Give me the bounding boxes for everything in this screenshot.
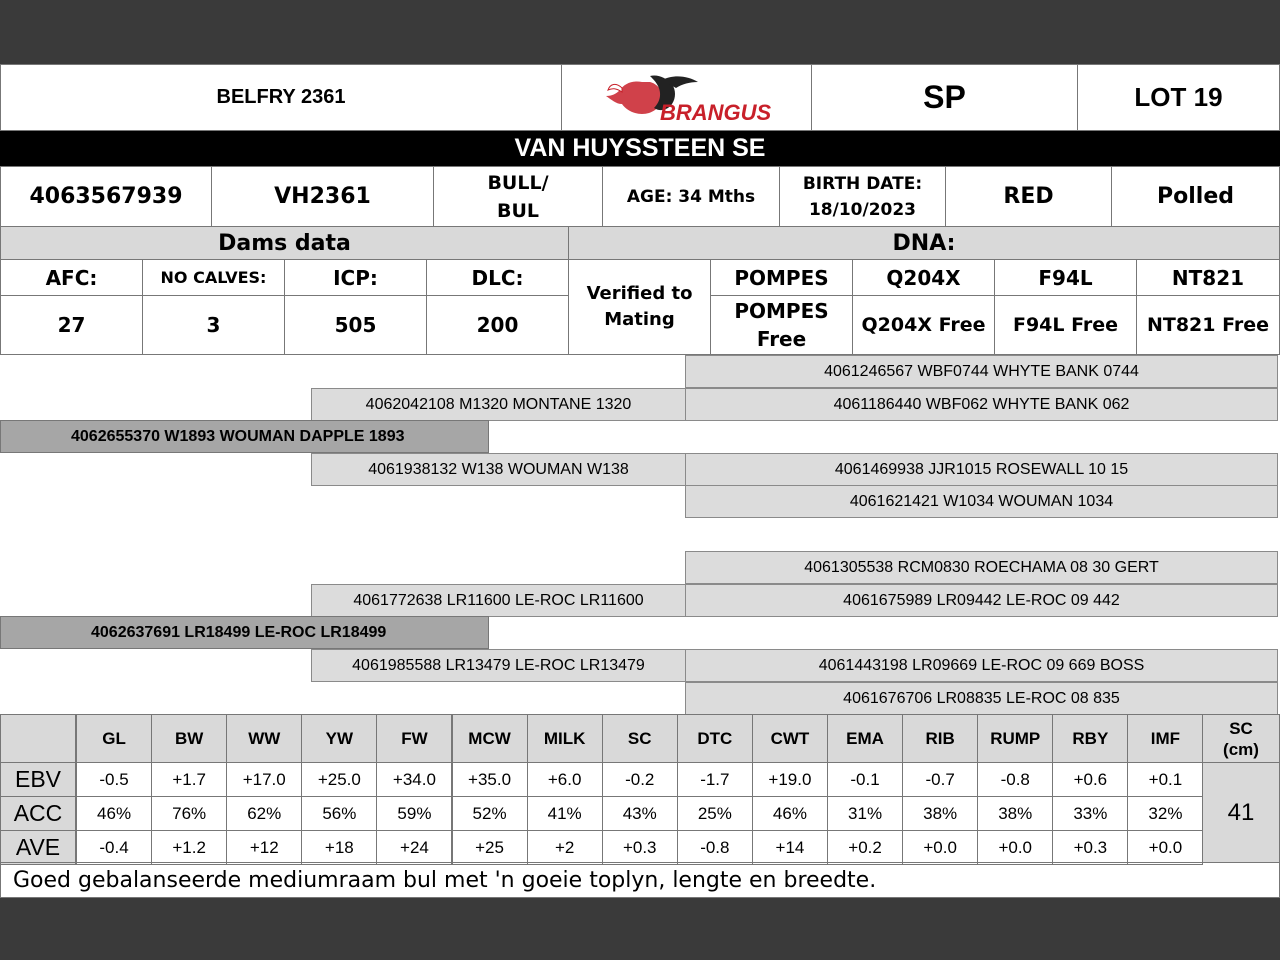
ebv-row-label-ave: AVE bbox=[0, 830, 76, 865]
ebv-cell-acc-yw: 56% bbox=[301, 796, 377, 831]
birth-date-label: BIRTH DATE: bbox=[802, 173, 923, 194]
ebv-cell-acc-rib: 38% bbox=[902, 796, 978, 831]
ebv-cell-acc-milk: 41% bbox=[527, 796, 603, 831]
animal-tag: VH2361 bbox=[211, 166, 434, 227]
ebv-cell-ebv-rby: +0.6 bbox=[1052, 762, 1128, 797]
breeder-name: VAN HUYSSTEEN SE bbox=[0, 131, 1280, 166]
pedigree-ddd: 4061676706 LR08835 LE-ROC 08 835 bbox=[685, 682, 1278, 715]
ebv-cell-ebv-mcw: +35.0 bbox=[452, 762, 528, 797]
pedigree-sire: 4062655370 W1893 WOUMAN DAPPLE 1893 bbox=[0, 420, 489, 453]
ebv-cell-ebv-cwt: +19.0 bbox=[752, 762, 828, 797]
brangus-logo bbox=[561, 64, 812, 131]
ebv-header-dtc: DTC bbox=[677, 714, 753, 763]
pedigree-ssd: 4061186440 WBF062 WHYTE BANK 062 bbox=[685, 388, 1278, 421]
ebv-header-sc: SC bbox=[602, 714, 678, 763]
ebv-cell-ebv-sc: -0.2 bbox=[602, 762, 678, 797]
lot-sheet bbox=[0, 64, 1280, 898]
pedigree-sds: 4061469938 JJR1015 ROSEWALL 10 15 bbox=[685, 453, 1278, 486]
ebv-cell-ave-cwt: +14 bbox=[752, 830, 828, 865]
dlc-value: 200 bbox=[426, 295, 569, 355]
ebv-cell-ave-rby: +0.3 bbox=[1052, 830, 1128, 865]
ebv-cell-ebv-gl: -0.5 bbox=[76, 762, 152, 797]
ebv-cell-acc-ema: 31% bbox=[827, 796, 903, 831]
birth-date bbox=[779, 166, 946, 227]
pedigree-dss: 4061305538 RCM0830 ROECHAMA 08 30 GERT bbox=[685, 551, 1278, 584]
grade-label: SP bbox=[811, 64, 1078, 131]
ebv-cell-acc-dtc: 25% bbox=[677, 796, 753, 831]
ebv-cell-acc-mcw: 52% bbox=[452, 796, 528, 831]
ebv-corner bbox=[0, 714, 76, 763]
ebv-cell-ave-milk: +2 bbox=[527, 830, 603, 865]
sc-cm-value: 41 bbox=[1202, 762, 1280, 863]
ebv-cell-acc-cwt: 46% bbox=[752, 796, 828, 831]
pedigree-dam: 4062637691 LR18499 LE-ROC LR18499 bbox=[0, 616, 489, 649]
ebv-cell-ave-rib: +0.0 bbox=[902, 830, 978, 865]
comment-text: Goed gebalanseerde mediumraam bul met 'n goeie toplyn, lengte en breedte. bbox=[0, 862, 1280, 898]
dna-title: DNA: bbox=[568, 226, 1280, 260]
ebv-cell-ebv-dtc: -1.7 bbox=[677, 762, 753, 797]
ebv-header-yw: YW bbox=[301, 714, 377, 763]
ebv-cell-acc-rump: 38% bbox=[977, 796, 1053, 831]
animal-horn: Polled bbox=[1111, 166, 1280, 227]
dna-value-nt821: NT821 Free bbox=[1136, 295, 1280, 355]
dna-header-pompes: POMPES bbox=[710, 259, 853, 296]
animal-sex bbox=[433, 166, 603, 227]
ebv-cell-ave-ema: +0.2 bbox=[827, 830, 903, 865]
ebv-cell-ebv-imf: +0.1 bbox=[1127, 762, 1203, 797]
ebv-cell-ebv-yw: +25.0 bbox=[301, 762, 377, 797]
ebv-cell-ebv-bw: +1.7 bbox=[151, 762, 227, 797]
pedigree-dds: 4061443198 LR09669 LE-ROC 09 669 BOSS bbox=[685, 649, 1278, 682]
ebv-cell-ave-gl: -0.4 bbox=[76, 830, 152, 865]
ebv-cell-acc-ww: 62% bbox=[226, 796, 302, 831]
ebv-cell-acc-rby: 33% bbox=[1052, 796, 1128, 831]
bull-head-icon bbox=[602, 70, 772, 126]
birth-date-value: 18/10/2023 bbox=[808, 199, 917, 220]
ebv-cell-ave-sc: +0.3 bbox=[602, 830, 678, 865]
ebv-header-mcw: MCW bbox=[452, 714, 528, 763]
ebv-cell-ave-imf: +0.0 bbox=[1127, 830, 1203, 865]
ebv-cell-acc-gl: 46% bbox=[76, 796, 152, 831]
ebv-row-label-acc: ACC bbox=[0, 796, 76, 831]
dams-data-title: Dams data bbox=[0, 226, 569, 260]
animal-id: 4063567939 bbox=[0, 166, 212, 227]
pedigree-dsd: 4061675989 LR09442 LE-ROC 09 442 bbox=[685, 584, 1278, 617]
ebv-cell-ebv-rib: -0.7 bbox=[902, 762, 978, 797]
ebv-cell-ebv-ww: +17.0 bbox=[226, 762, 302, 797]
ebv-header-gl: GL bbox=[76, 714, 152, 763]
dna-value-q204x: Q204X Free bbox=[852, 295, 995, 355]
ebv-cell-ave-dtc: -0.8 bbox=[677, 830, 753, 865]
ebv-cell-acc-fw: 59% bbox=[376, 796, 452, 831]
ebv-header-ema: EMA bbox=[827, 714, 903, 763]
ebv-cell-ave-ww: +12 bbox=[226, 830, 302, 865]
ebv-cell-acc-bw: 76% bbox=[151, 796, 227, 831]
afc-header: AFC: bbox=[0, 259, 143, 296]
dna-header-q204x: Q204X bbox=[852, 259, 995, 296]
lot-number: LOT 19 bbox=[1077, 64, 1280, 131]
ebv-header-rby: RBY bbox=[1052, 714, 1128, 763]
sc-cm-header bbox=[1202, 714, 1280, 763]
ebv-cell-acc-imf: 32% bbox=[1127, 796, 1203, 831]
svg-text:BRANGUS: BRANGUS bbox=[659, 99, 771, 125]
dna-value-f94l: F94L Free bbox=[994, 295, 1137, 355]
dna-value-pompes: POMPES Free bbox=[710, 295, 853, 355]
ebv-cell-ebv-fw: +34.0 bbox=[376, 762, 452, 797]
ebv-cell-ave-mcw: +25 bbox=[452, 830, 528, 865]
pedigree-sire-dam: 4061938132 W138 WOUMAN W138 bbox=[311, 453, 686, 486]
ebv-header-cwt: CWT bbox=[752, 714, 828, 763]
verified-to-mating: Verified to Mating bbox=[568, 259, 711, 355]
icp-value: 505 bbox=[284, 295, 427, 355]
ebv-header-milk: MILK bbox=[527, 714, 603, 763]
ebv-header-rump: RUMP bbox=[977, 714, 1053, 763]
ebv-header-rib: RIB bbox=[902, 714, 978, 763]
dna-header-f94l: F94L bbox=[994, 259, 1137, 296]
ebv-cell-acc-sc: 43% bbox=[602, 796, 678, 831]
pedigree-sire-sire: 4062042108 M1320 MONTANE 1320 bbox=[311, 388, 686, 421]
dna-header-nt821: NT821 bbox=[1136, 259, 1280, 296]
ebv-header-imf: IMF bbox=[1127, 714, 1203, 763]
pedigree-dam-sire: 4061772638 LR11600 LE-ROC LR11600 bbox=[311, 584, 686, 617]
ebv-cell-ave-fw: +24 bbox=[376, 830, 452, 865]
sex-line-1: BULL/ bbox=[487, 171, 549, 194]
sc-cm-label: SC (cm) bbox=[1223, 718, 1259, 759]
ebv-header-bw: BW bbox=[151, 714, 227, 763]
icp-header: ICP: bbox=[284, 259, 427, 296]
ebv-cell-ave-rump: +0.0 bbox=[977, 830, 1053, 865]
sex-line-2: BUL bbox=[496, 199, 540, 222]
pedigree-dam-dam: 4061985588 LR13479 LE-ROC LR13479 bbox=[311, 649, 686, 682]
afc-value: 27 bbox=[0, 295, 143, 355]
ebv-row-label-ebv: EBV bbox=[0, 762, 76, 797]
animal-name: BELFRY 2361 bbox=[0, 64, 562, 131]
no-calves-value: 3 bbox=[142, 295, 285, 355]
dlc-header: DLC: bbox=[426, 259, 569, 296]
ebv-cell-ebv-milk: +6.0 bbox=[527, 762, 603, 797]
ebv-header-ww: WW bbox=[226, 714, 302, 763]
pedigree-sss: 4061246567 WBF0744 WHYTE BANK 0744 bbox=[685, 355, 1278, 388]
ebv-cell-ave-yw: +18 bbox=[301, 830, 377, 865]
ebv-header-fw: FW bbox=[376, 714, 452, 763]
ebv-cell-ebv-ema: -0.1 bbox=[827, 762, 903, 797]
animal-colour: RED bbox=[945, 166, 1112, 227]
ebv-cell-ebv-rump: -0.8 bbox=[977, 762, 1053, 797]
animal-age: AGE: 34 Mths bbox=[602, 166, 780, 227]
ebv-cell-ave-bw: +1.2 bbox=[151, 830, 227, 865]
no-calves-header: NO CALVES: bbox=[142, 259, 285, 296]
pedigree-sdd: 4061621421 W1034 WOUMAN 1034 bbox=[685, 485, 1278, 518]
